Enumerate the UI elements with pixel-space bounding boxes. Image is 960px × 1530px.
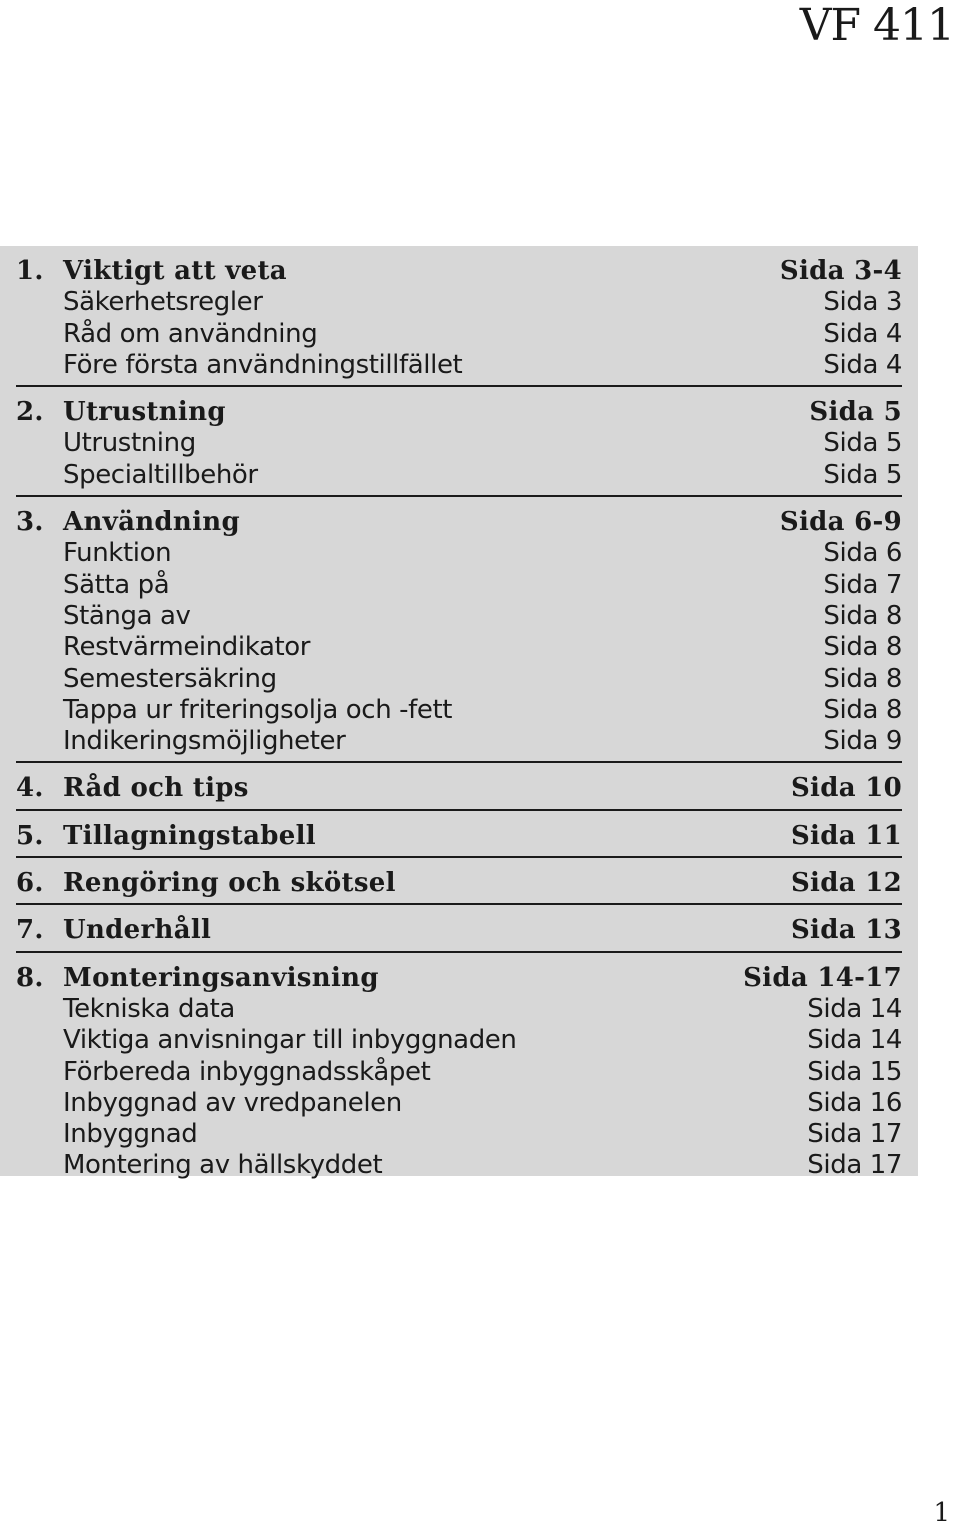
page-number: 1 (933, 1498, 950, 1528)
toc-item[interactable] (16, 726, 902, 757)
toc-item-page: Sida 17 (807, 1150, 902, 1181)
toc-item-page: Sida 16 (807, 1087, 902, 1118)
section-number: 2. (16, 397, 44, 428)
toc-item-page: Sida 4 (823, 318, 902, 349)
toc-item[interactable] (16, 1150, 902, 1181)
toc-item-page: Sida 8 (823, 694, 902, 725)
toc-item-page: Sida 4 (823, 349, 902, 380)
toc-item[interactable] (16, 570, 902, 601)
toc-item-label: Utrustning (63, 428, 196, 459)
toc-section-heading[interactable] (16, 773, 902, 804)
section-page: Sida 6-9 (779, 507, 902, 538)
toc-item-page: Sida 5 (823, 428, 902, 459)
toc-section-heading[interactable] (16, 963, 902, 994)
model-title: VF 411 (799, 0, 954, 51)
toc-item-label: Råd om användning (63, 318, 318, 349)
toc-section-heading[interactable] (16, 397, 902, 428)
toc-item[interactable] (16, 601, 902, 632)
toc-item-page: Sida 14 (807, 993, 902, 1024)
toc-item-label: Stänga av (63, 600, 191, 631)
toc-item[interactable] (16, 695, 902, 726)
section-page: Sida 5 (809, 397, 902, 428)
toc-section-heading[interactable] (16, 915, 902, 946)
toc-item-label: Semestersäkring (63, 663, 277, 694)
toc-item-label: Indikeringsmöjligheter (63, 726, 346, 757)
section-title: Underhåll (63, 915, 212, 946)
toc-section-8 (16, 963, 902, 1186)
section-number: 7. (16, 915, 44, 946)
toc-item-page: Sida 7 (823, 569, 902, 600)
toc-item-page: Sida 9 (823, 726, 902, 757)
section-page: Sida 10 (790, 773, 902, 804)
section-page: Sida 12 (790, 868, 902, 899)
section-number: 4. (16, 773, 44, 804)
toc-item[interactable] (16, 1088, 902, 1119)
toc-item-label: Inbyggnad (63, 1119, 198, 1150)
toc-item-page: Sida 6 (823, 538, 902, 569)
toc-item[interactable] (16, 538, 902, 569)
section-title: Användning (63, 507, 240, 538)
section-page: Sida 3-4 (779, 256, 902, 286)
toc-item[interactable] (16, 1057, 902, 1088)
toc-item[interactable] (16, 287, 902, 318)
section-number: 8. (16, 962, 44, 993)
toc-item-page: Sida 5 (823, 459, 902, 490)
section-page: Sida 11 (790, 820, 902, 851)
toc-section-1 (16, 256, 902, 387)
toc-item-label: Montering av hällskyddet (63, 1150, 383, 1181)
section-title: Utrustning (63, 397, 226, 428)
toc-item[interactable] (16, 319, 902, 350)
toc-item-label: Sätta på (63, 569, 170, 600)
section-number: 3. (16, 507, 44, 538)
toc-item-page: Sida 8 (823, 600, 902, 631)
toc-section-6 (16, 868, 902, 905)
toc-item-label: Tekniska data (63, 993, 235, 1024)
toc-item-page: Sida 17 (807, 1119, 902, 1150)
toc-item-label: Funktion (63, 538, 172, 569)
toc-section-5 (16, 821, 902, 858)
toc-section-3 (16, 507, 902, 763)
toc-item-label: Viktiga anvisningar till inbyggnaden (63, 1025, 517, 1056)
toc-item[interactable] (16, 632, 902, 663)
section-title: Råd och tips (63, 773, 249, 804)
section-number: 1. (16, 256, 44, 286)
toc-section-heading[interactable] (16, 868, 902, 899)
toc-item[interactable] (16, 1025, 902, 1056)
toc-item[interactable] (16, 994, 902, 1025)
toc-item[interactable] (16, 664, 902, 695)
toc-item-label: Före första användningstillfället (63, 349, 463, 380)
toc-section-heading[interactable] (16, 507, 902, 538)
toc-section-2 (16, 397, 902, 497)
table-of-contents (0, 246, 918, 1181)
toc-item-page: Sida 15 (807, 1056, 902, 1087)
toc-item-page: Sida 8 (823, 632, 902, 663)
section-number: 5. (16, 820, 44, 851)
toc-item[interactable] (16, 350, 902, 381)
section-page: Sida 13 (790, 915, 902, 946)
toc-section-heading[interactable] (16, 256, 902, 287)
section-page: Sida 14-17 (743, 962, 902, 993)
toc-item-label: Tappa ur friteringsolja och -fett (63, 694, 453, 725)
toc-item-label: Förbereda inbyggnadsskåpet (63, 1056, 431, 1087)
toc-item[interactable] (16, 428, 902, 459)
toc-section-7 (16, 915, 902, 952)
section-title: Tillagningstabell (63, 820, 316, 851)
toc-item-page: Sida 8 (823, 663, 902, 694)
toc-item-label: Restvärmeindikator (63, 632, 311, 663)
section-title: Monteringsanvisning (63, 962, 379, 993)
toc-item[interactable] (16, 460, 902, 491)
section-title: Viktigt att veta (63, 256, 287, 286)
section-number: 6. (16, 868, 44, 899)
toc-item-label: Säkerhetsregler (63, 287, 263, 318)
toc-item-page: Sida 3 (823, 287, 902, 318)
toc-item-page: Sida 14 (807, 1025, 902, 1056)
toc-section-heading[interactable] (16, 821, 902, 852)
toc-section-4 (16, 773, 902, 810)
toc-item-label: Specialtillbehör (63, 459, 258, 490)
toc-item-label: Inbyggnad av vredpanelen (63, 1087, 402, 1118)
toc-item[interactable] (16, 1119, 902, 1150)
section-title: Rengöring och skötsel (63, 868, 396, 899)
